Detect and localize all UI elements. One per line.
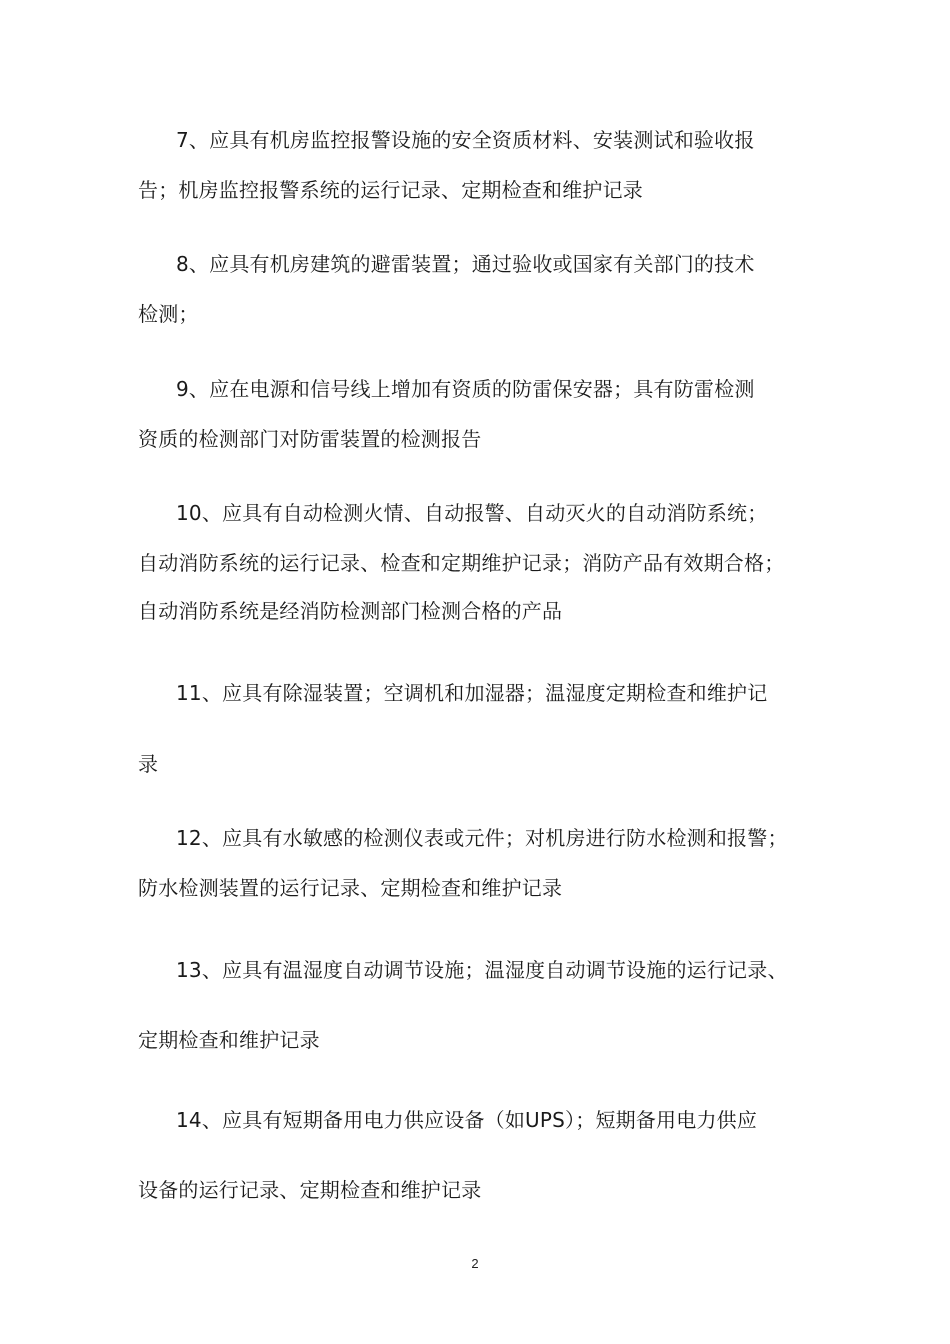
paragraph-12-line-1: 12、应具有水敏感的检测仪表或元件；对机房进行防水检测和报警； bbox=[176, 826, 788, 850]
page-number: 2 bbox=[471, 1256, 479, 1271]
paragraph-10-line-1: 10、应具有自动检测火情、自动报警、自动灭火的自动消防系统； bbox=[176, 501, 768, 525]
paragraph-10-line-3: 自动消防系统是经消防检测部门检测合格的产品 bbox=[138, 599, 563, 623]
paragraph-8-line-1: 8、应具有机房建筑的避雷装置；通过验收或国家有关部门的技术 bbox=[176, 252, 755, 276]
paragraph-10-line-2: 自动消防系统的运行记录、检查和定期维护记录；消防产品有效期合格； bbox=[138, 551, 785, 575]
paragraph-7-line-1: 7、应具有机房监控报警设施的安全资质材料、安装测试和验收报 bbox=[176, 128, 755, 152]
paragraph-9-line-1: 9、应在电源和信号线上增加有资质的防雷保安器；具有防雷检测 bbox=[176, 377, 755, 401]
paragraph-14-line-2: 设备的运行记录、定期检查和维护记录 bbox=[138, 1178, 482, 1202]
paragraph-14-line-1: 14、应具有短期备用电力供应设备（如UPS）；短期备用电力供应 bbox=[176, 1108, 758, 1132]
paragraph-13-line-2: 定期检查和维护记录 bbox=[138, 1028, 320, 1052]
paragraph-11-line-2: 录 bbox=[138, 752, 159, 776]
paragraph-12-line-2: 防水检测装置的运行记录、定期检查和维护记录 bbox=[138, 876, 563, 900]
paragraph-7-line-2: 告；机房监控报警系统的运行记录、定期检查和维护记录 bbox=[138, 178, 643, 202]
paragraph-11-line-1: 11、应具有除湿装置；空调机和加湿器；温湿度定期检查和维护记 bbox=[176, 681, 768, 705]
paragraph-9-line-2: 资质的检测部门对防雷装置的检测报告 bbox=[138, 427, 482, 451]
paragraph-13-line-1: 13、应具有温湿度自动调节设施；温湿度自动调节设施的运行记录、 bbox=[176, 958, 788, 982]
paragraph-8-line-2: 检测； bbox=[138, 302, 199, 326]
